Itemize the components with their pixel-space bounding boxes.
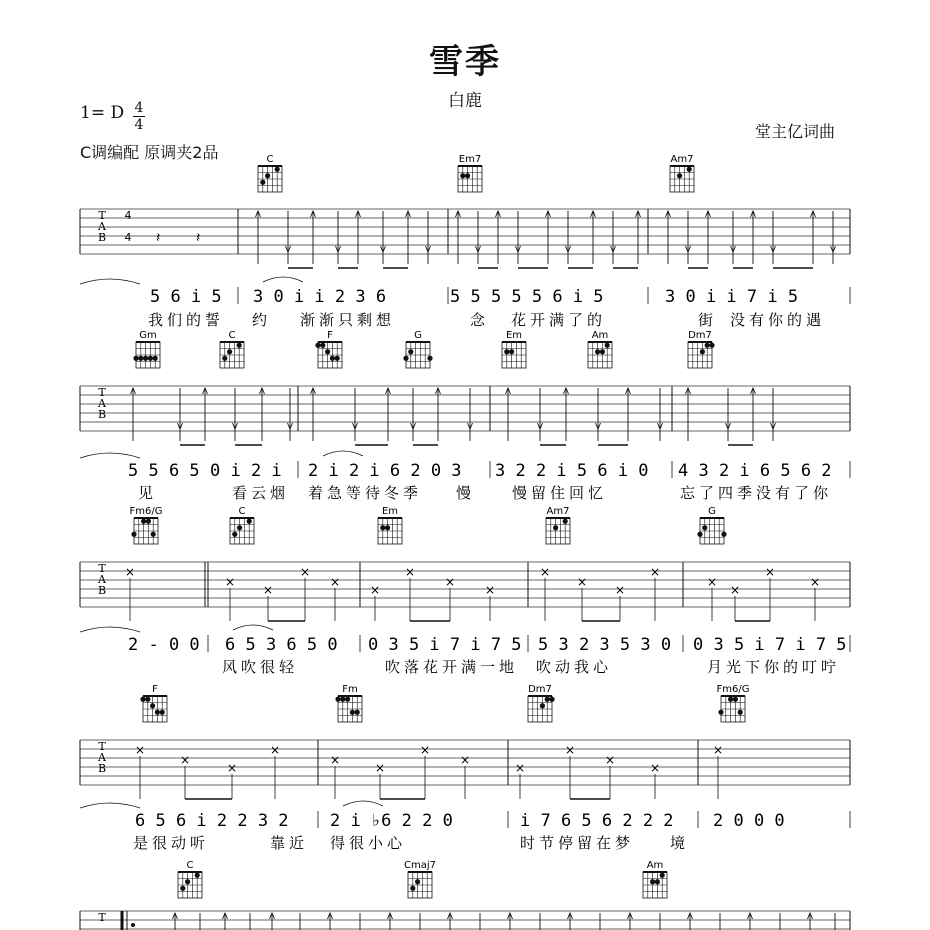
lyric-text: 忘了四季没有了你 [680,484,833,502]
chord-dot-1-0-2 [143,356,148,361]
lyric-text: 风吹很轻 [222,658,299,676]
chord-name-3-1: Fm [342,684,358,695]
chord-dot-4-2-0 [650,879,655,884]
chord-name-3-0: F [152,684,158,695]
strum-cross: × [564,743,576,757]
chord-dot-2-2-1 [385,525,390,530]
chord-name-1-1: C [228,330,236,341]
chord-dot-2-0-0 [131,532,136,537]
lyric-text: 念 [470,311,490,329]
strum-cross: × [329,575,341,589]
lyric-text: 月光下你的叮咛 [707,658,841,676]
lyric-text: 我们的誓 [148,311,225,329]
chord-name-2-1: C [238,506,246,517]
jianpu-measure: 0 3 5 i 7 i 7 5 [693,635,847,655]
chord-name-2-2: Em [381,506,399,517]
jianpu-measure: 0 i 2 i [210,461,282,481]
chord-dot-2-0-1 [141,519,146,524]
lyric-text: 是很动听 [133,834,210,852]
jianpu-measure: 2 i 2 i 6 2 0 3 [308,461,462,481]
chord-dot-1-6-1 [705,343,710,348]
strum-cross: × [604,753,616,767]
tab-letter: A [98,220,106,233]
chord-dot-0-1-1 [465,173,470,178]
chord-dot-2-4-1 [702,525,707,530]
chord-dot-0-1-0 [460,173,465,178]
chord-dot-3-3-3 [738,710,743,715]
rest: 𝄽 [156,230,161,246]
chord-dot-3-1-0 [335,697,340,702]
chord-dot-1-0-1 [138,356,143,361]
chord-dot-2-0-2 [146,519,151,524]
chord-dot-2-3-0 [553,525,558,530]
artist-name: 白鹿 [448,91,482,111]
jianpu-measure: 2 i ♭6 2 2 0 [330,811,453,831]
chord-dot-4-0-0 [180,886,185,891]
chord-name-3-3: Fm6/G [716,684,750,695]
strum-cross: × [576,575,588,589]
first-time-sig-top: 4 [124,209,132,222]
strum-cross: × [764,565,776,579]
strum-cross: × [224,575,236,589]
strum-cross: × [134,743,146,757]
chord-name-0-2: Am7 [670,154,694,165]
jianpu-measure: 6 5 3 6 5 0 [225,635,338,655]
chord-dot-3-0-4 [160,710,165,715]
chord-dot-3-0-2 [150,703,155,708]
jianpu-measure: 0 3 5 i 7 i 7 5 [368,635,522,655]
chord-dot-0-0-1 [265,173,270,178]
jianpu-measure: 2 - 0 0 [128,635,200,655]
time-signature-top: 4 [134,100,144,116]
lyric-text: 慢 [456,484,476,502]
lyric-text: 境 [670,834,690,852]
strum-cross: × [444,575,456,589]
strum-cross: × [712,743,724,757]
chord-dot-4-2-1 [655,879,660,884]
chord-dot-2-1-0 [232,532,237,537]
strum-cross: × [329,753,341,767]
tab-letter: A [98,397,106,410]
jianpu-measure: 2 0 0 0 [713,811,785,831]
lyric-text: 靠近 [270,834,309,852]
tab-letter: B [97,762,107,775]
lyric-text: 着急等待冬季 [308,484,423,502]
slur [343,801,383,806]
chord-dot-2-1-2 [247,519,252,524]
chord-dot-1-0-3 [148,356,153,361]
chord-dot-4-2-2 [660,873,665,878]
chord-dot-0-0-2 [275,167,280,172]
tab-letter: T [98,209,106,222]
chord-dot-3-1-1 [340,697,345,702]
slur [80,453,140,458]
slur [263,277,303,282]
chord-dot-2-4-2 [721,532,726,537]
lyric-text: 看云烟 [232,484,290,502]
chord-dot-1-1-0 [222,356,227,361]
chord-dot-2-4-0 [697,532,702,537]
chord-name-2-4: G [708,506,716,517]
strum-cross: × [514,761,526,775]
strum-cross: × [459,753,471,767]
chord-dot-1-3-0 [403,356,408,361]
chord-dot-3-2-2 [549,697,554,702]
rest: 𝄽 [196,230,201,246]
chord-dot-1-2-2 [325,349,330,354]
chord-dot-4-0-2 [195,873,200,878]
repeat-dot [131,923,135,927]
strum-cross: × [539,565,551,579]
strum-cross: × [484,583,496,597]
slur [80,279,140,284]
tab-letter: A [98,751,106,764]
strum-cross: × [269,743,281,757]
jianpu-measure: 3 0 i i 2 3 6 [253,287,387,307]
strum-cross: × [374,761,386,775]
chord-dot-1-6-0 [700,349,705,354]
jianpu-measure: 3 0 i i 7 i 5 [665,287,799,307]
chord-dot-1-3-2 [427,356,432,361]
jianpu-measure: 3 2 2 i 5 6 i 0 [495,461,649,481]
strum-cross: × [649,761,661,775]
chord-dot-3-2-0 [540,703,545,708]
lyric-text: 渐渐只剩想 [300,311,396,329]
chord-dot-2-3-1 [563,519,568,524]
tab-letter: T [98,740,106,753]
chord-dot-1-2-1 [320,343,325,348]
lyric-text: 得很小心 [330,834,407,852]
jianpu-measure: 5 3 2 3 5 3 0 [538,635,672,655]
strum-cross: × [262,583,274,597]
tab-letter: T [98,386,106,399]
tab-letter: B [97,231,107,244]
lyric-text: 时节停留在梦 [520,834,635,852]
chord-dot-1-2-3 [330,356,335,361]
chord-dot-1-4-1 [509,349,514,354]
tab-letter: A [98,573,106,586]
strum-cross: × [299,565,311,579]
chord-dot-1-5-0 [595,349,600,354]
chord-name-1-4: Em [505,330,523,341]
strum-cross: × [369,583,381,597]
chord-dot-0-0-0 [260,180,265,185]
key-signature: 1= D [80,103,125,123]
chord-name-4-0: C [186,860,194,871]
chord-name-1-6: Dm7 [688,330,712,341]
slur [80,803,140,808]
tab-letter: B [97,584,107,597]
chord-dot-3-1-4 [355,710,360,715]
chord-dot-1-5-2 [605,343,610,348]
lyric-text: 没有你的遇 [730,311,826,329]
chord-dot-2-1-1 [237,525,242,530]
lyric-text: 约 [252,311,272,329]
jianpu-measure: 4 3 2 i 6 5 6 2 [678,461,832,481]
chord-dot-1-2-4 [335,356,340,361]
chord-dot-0-2-1 [687,167,692,172]
slur [80,627,140,632]
arrangement-note: C调编配 原调夹2品 [80,143,219,162]
jianpu-measure: 5 5 5 5 5 6 i 5 [450,287,604,307]
chord-dot-2-0-3 [151,532,156,537]
tab-letter: T [98,911,106,924]
strum-cross: × [809,575,821,589]
chord-name-4-1: Cmaj7 [404,860,436,871]
jianpu-measure: i 7 6 5 6 2 2 2 [520,811,674,831]
chord-dot-3-0-0 [140,697,145,702]
chord-dot-3-2-1 [545,697,550,702]
chord-name-1-2: F [327,330,333,341]
lyric-text: 街 [698,311,718,329]
chord-name-2-0: Fm6/G [129,506,163,517]
chord-dot-1-0-0 [133,356,138,361]
strum-cross: × [179,753,191,767]
strum-cross: × [226,761,238,775]
jianpu-measure: 6 5 6 i 2 2 3 2 [135,811,289,831]
chord-dot-1-4-0 [504,349,509,354]
credit: 堂主亿词曲 [755,122,836,141]
chord-dot-3-1-3 [350,710,355,715]
lyric-text: 花开满了的 [511,311,607,329]
strum-cross: × [729,583,741,597]
chord-name-0-1: Em7 [458,154,482,165]
chord-dot-1-1-1 [227,349,232,354]
strum-cross: × [124,565,136,579]
time-signature-bottom: 4 [134,117,144,133]
chord-dot-3-3-0 [718,710,723,715]
chord-dot-4-1-1 [415,879,420,884]
jianpu-measure: 5 5 6 5 [128,461,200,481]
tab-letter: T [98,562,106,575]
slur [323,451,363,456]
chord-dot-1-1-2 [237,343,242,348]
chord-name-1-0: Gm [139,330,157,341]
chord-dot-2-2-0 [380,525,385,530]
lyric-text: 吹落花开满一地 [385,658,519,676]
chord-name-3-2: Dm7 [528,684,552,695]
chord-dot-1-5-1 [600,349,605,354]
strum-cross: × [614,583,626,597]
chord-dot-3-0-3 [155,710,160,715]
slur [233,625,273,630]
chord-dot-4-0-1 [185,879,190,884]
lyric-text: 慢留住回忆 [512,484,608,502]
tab-letter: B [97,408,107,421]
first-time-sig-bottom: 4 [124,231,132,244]
chord-name-0-0: C [266,154,274,165]
chord-name-1-3: G [414,330,422,341]
chord-dot-3-3-2 [733,697,738,702]
chord-name-4-2: Am [646,860,664,871]
chord-dot-3-1-2 [345,697,350,702]
strum-cross: × [706,575,718,589]
lyric-text: 吹动我心 [536,658,613,676]
chord-dot-1-2-0 [315,343,320,348]
song-title: 雪季 [429,42,501,82]
strum-cross: × [404,565,416,579]
chord-dot-4-1-0 [410,886,415,891]
chord-dot-1-6-2 [709,343,714,348]
strum-cross: × [419,743,431,757]
chord-name-2-3: Am7 [546,506,570,517]
chord-dot-0-2-0 [677,173,682,178]
chord-name-1-5: Am [591,330,609,341]
lyric-text: 见 [138,484,158,502]
jianpu-measure: 5 6 i 5 [150,287,222,307]
chord-dot-1-3-1 [408,349,413,354]
strum-cross: × [649,565,661,579]
chord-dot-1-0-4 [153,356,158,361]
chord-dot-3-0-1 [145,697,150,702]
chord-dot-3-3-1 [728,697,733,702]
